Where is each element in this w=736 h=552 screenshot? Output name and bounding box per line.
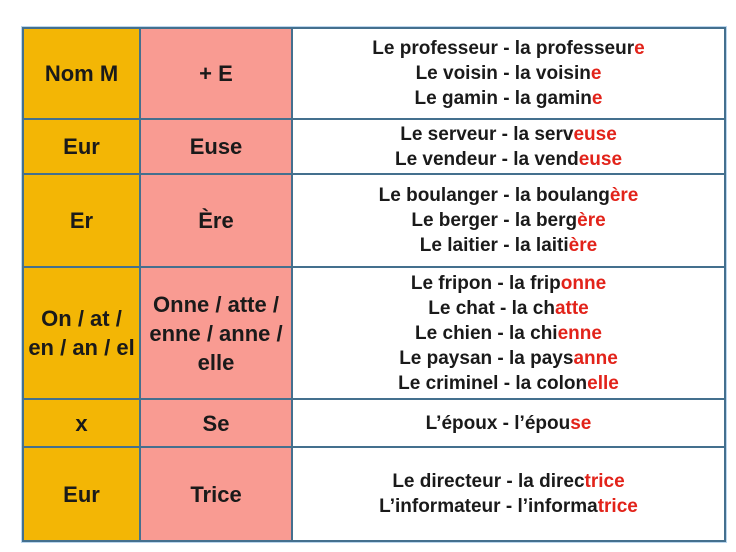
example-base-text: Le voisin - la voisin (415, 63, 591, 84)
example-line (297, 61, 720, 86)
feminine-ending-label: Onne / atte / enne / anne / elle (149, 291, 283, 375)
example-base-text: Le directeur - la direc (392, 471, 585, 492)
example-base-text: Le vendeur - la vend (394, 148, 579, 170)
example-red-suffix: atte (554, 297, 589, 319)
example-red-suffix: trice (597, 496, 638, 517)
feminine-ending-cell (140, 119, 292, 174)
example-base-text: Le serveur - la serv (400, 123, 574, 145)
example-line (297, 411, 720, 436)
example-red-suffix: e (590, 63, 602, 84)
masculine-ending-cell (23, 267, 140, 399)
examples-cell (292, 174, 725, 267)
feminine-ending-cell (140, 28, 292, 119)
masculine-ending-label: Eur (63, 134, 100, 159)
example-base-text: Le laitier - la laiti (419, 235, 569, 256)
table-row (23, 119, 725, 174)
feminine-ending-label: Trice (190, 481, 242, 507)
masculine-ending-label: Er (69, 208, 94, 233)
example-red-suffix: euse (573, 123, 617, 145)
example-line (297, 346, 720, 371)
example-line (297, 233, 720, 258)
example-base-text: Le berger - la berg (411, 210, 578, 231)
feminine-ending-cell (140, 267, 292, 399)
examples-cell (292, 28, 725, 119)
example-base-text: L’informateur - l’informa (379, 496, 598, 517)
examples-cell (292, 447, 725, 541)
example-line (297, 296, 720, 321)
example-line (297, 36, 720, 61)
feminine-ending-cell (140, 174, 292, 267)
example-base-text: Le gamin - la gamin (414, 88, 592, 109)
example-red-suffix: euse (578, 148, 623, 170)
example-base-text: Le chien - la chi (415, 322, 558, 344)
example-line (297, 371, 720, 396)
table-body (23, 28, 725, 541)
feminine-ending-cell (140, 447, 292, 541)
example-base-text: Le criminel - la colon (398, 372, 588, 394)
feminine-ending-label: Se (202, 410, 230, 436)
example-base-text: Le chat - la ch (428, 297, 555, 319)
table-row (23, 28, 725, 119)
masculine-ending-label: Nom M (44, 61, 119, 86)
feminine-ending-label: Euse (189, 134, 243, 159)
masculine-ending-label: x (75, 410, 88, 436)
example-red-suffix: ère (577, 210, 606, 231)
feminine-endings-table (22, 27, 726, 542)
example-line (297, 469, 720, 494)
example-line (297, 271, 720, 296)
example-red-suffix: ère (609, 185, 639, 206)
example-red-suffix: elle (587, 372, 619, 394)
example-line (297, 147, 720, 172)
masculine-ending-cell (23, 119, 140, 174)
examples-cell (292, 399, 725, 447)
table-row (23, 447, 725, 541)
example-red-suffix: e (591, 88, 603, 109)
masculine-ending-label: Eur (63, 481, 100, 507)
feminine-ending-label: Ère (198, 208, 234, 233)
example-line (297, 321, 720, 346)
feminine-ending-label: + E (199, 61, 233, 86)
example-base-text: Le boulanger - la boulang (378, 185, 610, 206)
example-line (297, 494, 720, 519)
examples-cell (292, 119, 725, 174)
example-red-suffix: ère (568, 235, 598, 256)
example-base-text: Le professeur - la professeur (372, 38, 635, 59)
example-base-text: Le paysan - la pays (399, 347, 574, 369)
example-red-suffix: anne (573, 347, 618, 369)
feminine-ending-cell (140, 399, 292, 447)
masculine-ending-label: On / at / en / an / el (28, 306, 135, 360)
example-line (297, 183, 720, 208)
table-row (23, 399, 725, 447)
table-row (23, 174, 725, 267)
example-base-text: L’époux - l’épou (425, 412, 571, 434)
examples-cell (292, 267, 725, 399)
masculine-ending-cell (23, 447, 140, 541)
masculine-ending-cell (23, 174, 140, 267)
example-red-suffix: enne (557, 322, 602, 344)
example-base-text: Le fripon - la frip (410, 272, 561, 294)
example-red-suffix: trice (584, 471, 625, 492)
example-red-suffix: se (570, 412, 592, 434)
masculine-ending-cell (23, 399, 140, 447)
example-red-suffix: e (634, 38, 645, 59)
example-line (297, 208, 720, 233)
example-line (297, 122, 720, 147)
masculine-ending-cell (23, 28, 140, 119)
table-row (23, 267, 725, 399)
example-red-suffix: onne (560, 272, 607, 294)
example-line (297, 86, 720, 111)
